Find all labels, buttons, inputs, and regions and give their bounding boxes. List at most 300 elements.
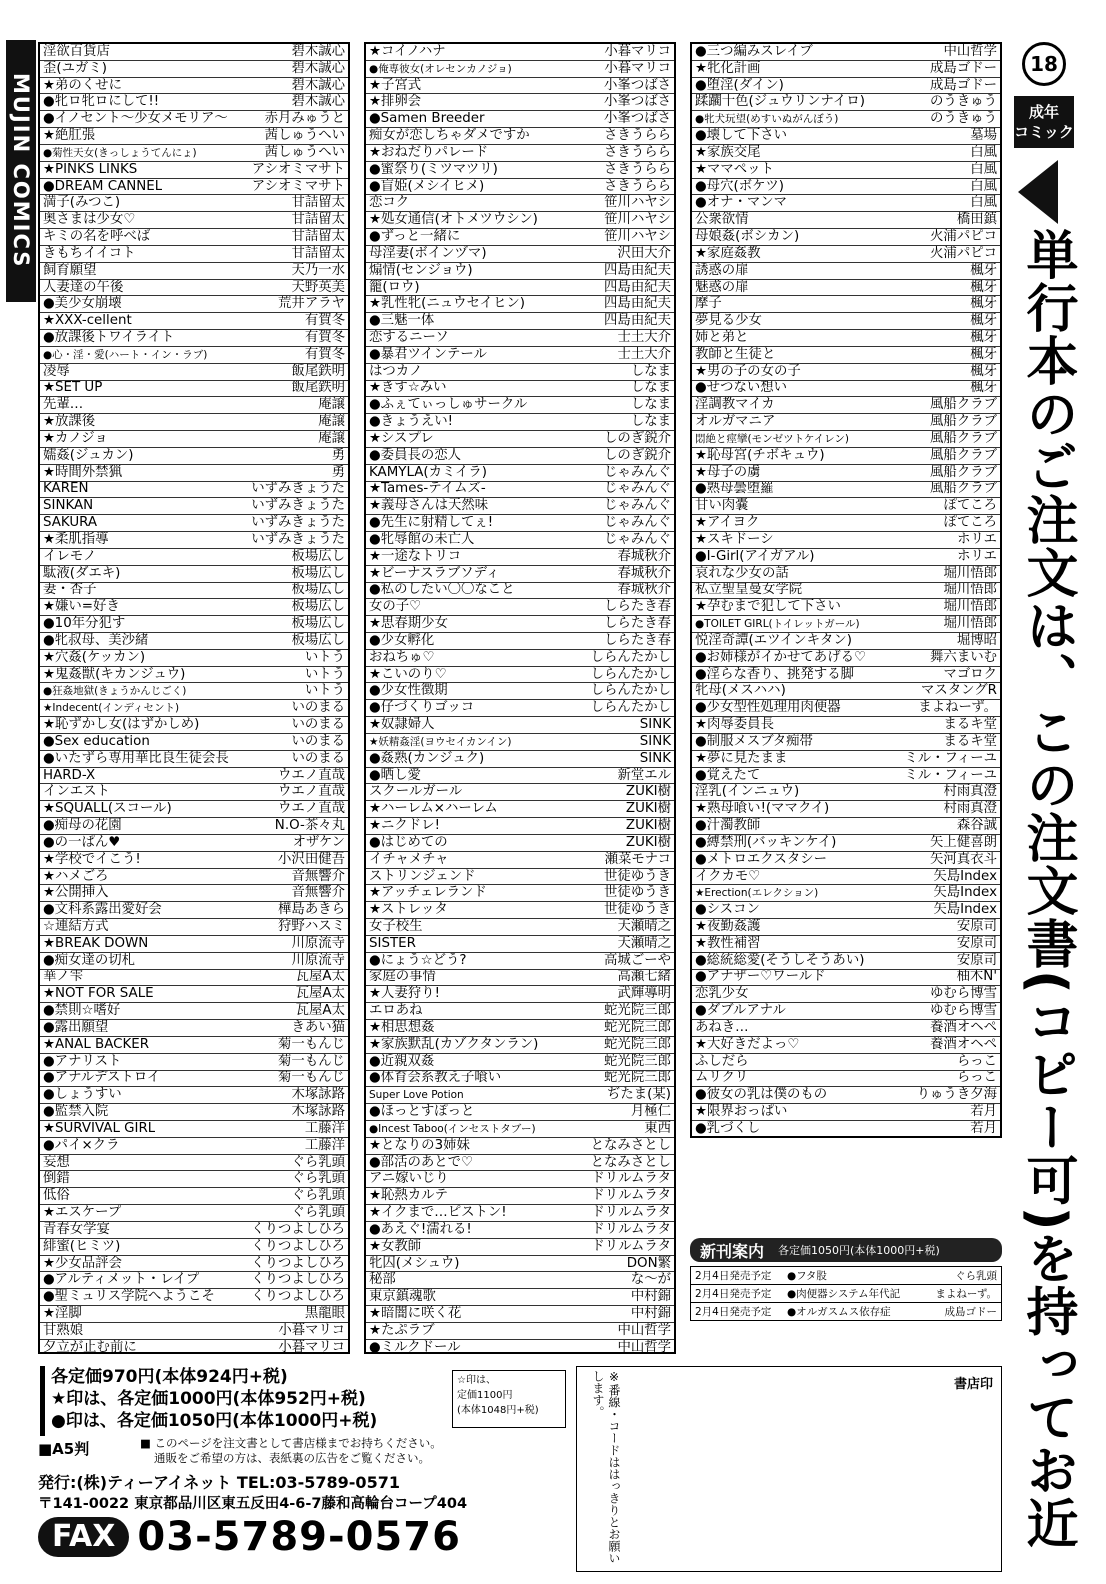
book-row (40, 1340, 348, 1357)
publisher-address: 〒141-0022 東京都品川区東五反田4-6-7藤和高輪台コープ404 (38, 1496, 468, 1512)
book-row (692, 683, 1000, 700)
book-row (692, 448, 1000, 465)
book-title: 飼育願望 (43, 262, 97, 278)
book-row (40, 397, 348, 414)
book-row (40, 330, 348, 347)
book-title: ●Incest Taboo(インセストタブー) (369, 1122, 536, 1135)
book-title: イレモノ (43, 548, 97, 564)
book-title: 先輩… (43, 397, 84, 413)
book-title: ●ほっとすぽっと (369, 1104, 475, 1120)
book-author: 庵譲 (318, 414, 345, 430)
book-row (692, 296, 1000, 313)
book-author: 武輝導明 (617, 986, 671, 1002)
book-author: ホリエ (957, 548, 997, 564)
book-author: 村雨真澄 (943, 784, 997, 800)
book-author: 小峯つばさ (604, 94, 671, 110)
book-row (692, 801, 1000, 818)
book-author: 楓牙 (970, 363, 997, 379)
book-title: 凌辱 (43, 363, 70, 379)
book-title: ●の一ぱん♥ (43, 834, 121, 850)
book-author: 笹川ハヤシ (604, 195, 671, 211)
book-title: 摩子 (695, 296, 722, 312)
book-title: ●パイ×クラ (43, 1137, 120, 1153)
book-row (40, 751, 348, 768)
book-author: 楓牙 (970, 380, 997, 396)
book-title: KAREN (43, 481, 89, 497)
book-row (366, 549, 674, 566)
book-row (366, 212, 674, 229)
book-author: 墓場 (970, 128, 997, 144)
book-author: 風船クラブ (930, 431, 997, 446)
book-title: ★子宮式 (369, 77, 422, 93)
book-row (40, 111, 348, 128)
book-author: 風船クラブ (930, 481, 997, 497)
book-row (366, 1323, 674, 1340)
book-row (366, 650, 674, 667)
book-title: ★学校でイこう! (43, 851, 141, 867)
book-author: 碧木誠心 (291, 77, 345, 93)
book-row (692, 94, 1000, 111)
book-author: しのぎ鋭介 (604, 431, 671, 446)
release-date: 2月4日発売予定 (695, 1270, 772, 1282)
book-row (40, 1256, 348, 1273)
book-author: 風船クラブ (930, 464, 997, 480)
book-author: 世徒ゆうき (604, 902, 671, 918)
book-row (692, 1104, 1000, 1121)
book-row (692, 986, 1000, 1003)
book-title: ★人妻狩り! (369, 986, 440, 1002)
vertical-order-message: 単行本のご注文は、この注文書(コピー可)を持ってお近 (1017, 228, 1077, 1550)
book-title: エロあね (369, 1003, 423, 1019)
book-title: ★少女品評会 (43, 1255, 122, 1271)
book-row (40, 650, 348, 667)
book-title: ●お姉様がイかせてあげる♡ (695, 649, 866, 665)
book-row (366, 1121, 674, 1138)
book-title: ●メトロエクスタシー (695, 851, 828, 867)
book-row (366, 936, 674, 953)
book-author: ミル・フィーユ (904, 767, 997, 783)
book-author: 士土大介 (617, 346, 671, 362)
book-title: 女の子♡ (369, 599, 422, 615)
book-row (366, 818, 674, 835)
book-title: ●せつない想い (695, 380, 788, 396)
book-row (40, 498, 348, 515)
book-title: ★熟母喰い!(ママクイ) (695, 801, 830, 817)
book-row (692, 162, 1000, 179)
book-row (40, 195, 348, 212)
book-row (40, 986, 348, 1003)
book-row (366, 1171, 674, 1188)
book-row (40, 1155, 348, 1172)
book-title: SAKURA (43, 515, 98, 531)
book-row (40, 616, 348, 633)
book-row (40, 296, 348, 313)
book-author: ぢたま(某) (606, 1087, 671, 1103)
book-row (692, 280, 1000, 297)
book-title: 華ノ雫 (43, 969, 84, 985)
book-row (40, 1037, 348, 1054)
book-author: くりつよしひろ (251, 1221, 345, 1237)
book-author: 養酒オヘペ (930, 1036, 997, 1052)
book-title: ●少女性徴期 (369, 683, 448, 699)
book-author: 碧木誠心 (291, 94, 345, 110)
book-row (366, 1104, 674, 1121)
book-row (692, 431, 1000, 448)
book-row (366, 953, 674, 970)
book-title: ●体育会系教え子喰い (369, 1070, 502, 1086)
book-row (40, 1003, 348, 1020)
book-row (366, 229, 674, 246)
book-row (40, 599, 348, 616)
book-title: ★嫌い=好き (43, 599, 120, 615)
book-title: 駄液(ダエキ) (43, 565, 121, 581)
book-author: 勇 (331, 447, 345, 463)
book-row (692, 397, 1000, 414)
book-title: 悦淫奇譚(エツインキタン) (695, 632, 852, 648)
book-row (692, 633, 1000, 650)
book-author: 工藤洋 (304, 1121, 345, 1136)
book-row (366, 599, 674, 616)
book-author: しらたき春 (604, 616, 671, 632)
book-author: オザケン (292, 834, 345, 850)
book-title: ●はじめての (369, 834, 448, 850)
book-title: 母娘姦(ボシカン) (695, 229, 800, 245)
book-author: ミル・フィーユ (904, 750, 997, 766)
book-author: じゃみんぐ (604, 481, 671, 497)
book-title: ★処女通信(オトメツウシン) (369, 212, 538, 228)
book-author: ドリルムラタ (591, 1171, 671, 1187)
book-author: いトう (304, 666, 345, 682)
book-author: 瓦屋A太 (295, 969, 345, 985)
book-author: 白風 (970, 144, 997, 160)
book-row (692, 414, 1000, 431)
book-row (40, 381, 348, 398)
book-title: ★BREAK DOWN (43, 935, 149, 951)
book-title: 低俗 (43, 1188, 70, 1204)
book-title: ●制服メスブタ痴帯 (695, 733, 813, 749)
book-title: 甘い肉嚢 (695, 498, 749, 514)
book-row (366, 717, 674, 734)
book-row (40, 549, 348, 566)
book-author: 勇 (331, 464, 345, 480)
adult-comic-badge: 成年 コミック (1014, 96, 1074, 148)
book-row (366, 61, 674, 78)
book-title: ★たぷラブ (369, 1322, 435, 1338)
book-row (692, 818, 1000, 835)
book-title: ★孕むまで犯して下さい (695, 599, 841, 615)
book-author: 楓牙 (970, 296, 997, 312)
book-row (40, 1138, 348, 1155)
book-row (366, 296, 674, 313)
book-author: いのまる (291, 733, 345, 749)
book-author: 小峯つばさ (604, 77, 671, 93)
book-row (366, 1256, 674, 1273)
book-row (40, 1239, 348, 1256)
book-row (40, 61, 348, 78)
book-row (692, 700, 1000, 717)
book-row (366, 313, 674, 330)
book-author: さきうらら (604, 161, 671, 177)
book-title: ★義母さんは天然味 (369, 498, 489, 514)
book-author: 川原流寺 (291, 935, 345, 951)
book-author: 甘詰留太 (291, 245, 345, 261)
book-title: ★妖精姦淫(ヨウセイカンイン) (369, 735, 512, 748)
book-title: ●仔づくりゴッコ (369, 700, 475, 716)
book-row (366, 1239, 674, 1256)
book-title: キミの名を呼べば (43, 229, 151, 245)
book-author: 天瀬晴之 (617, 935, 671, 951)
book-author: じゃみんぐ (604, 515, 671, 531)
book-row (366, 633, 674, 650)
book-row (692, 532, 1000, 549)
book-title: ●Sex education (43, 733, 150, 749)
book-author: しらたき春 (604, 632, 671, 648)
book-row (40, 1121, 348, 1138)
book-row (692, 364, 1000, 381)
book-list-column-2 (364, 42, 676, 1354)
book-row (40, 448, 348, 465)
new-releases-table (690, 1266, 1002, 1321)
book-title: 姉と弟と (695, 330, 749, 345)
book-author: 飯尾鉄明 (291, 363, 345, 379)
book-author: 矢島Index (933, 868, 997, 884)
book-row (40, 212, 348, 229)
book-title: ●文科系露出愛好会 (43, 902, 162, 918)
book-title: 東京鎮魂歌 (369, 1289, 436, 1305)
book-row (40, 1205, 348, 1222)
book-title: ●俺専彼女(オレセンカノジョ) (369, 62, 512, 75)
book-row (40, 717, 348, 734)
brand-logo: MUJIN COMICS (6, 40, 36, 302)
book-title: 牝母(メスハハ) (695, 683, 786, 699)
book-row (366, 801, 674, 818)
order-note-line: 通販をご希望の方は、表紙裏の広告をご覧ください。 (154, 1451, 430, 1465)
book-author: いずみきょうた (251, 498, 345, 514)
book-row (40, 953, 348, 970)
book-title: ★こいのり♡ (369, 666, 447, 682)
book-author: いずみきょうた (251, 481, 345, 497)
book-author: 楓牙 (970, 313, 997, 329)
book-title: 恋コク (369, 195, 410, 211)
book-author: 庵譲 (318, 431, 345, 446)
book-title: きもちイイコト (43, 245, 136, 261)
book-title: ●TOILET GIRL(トイレットガール) (695, 618, 860, 631)
price-line-3: ●印は、各定価1050円(本体1000円+税) (51, 1411, 378, 1431)
book-title: ●シスコン (695, 902, 760, 918)
book-author: ぐら乳頭 (291, 1205, 345, 1221)
book-title: ●三つ編みスレイブ (695, 44, 813, 59)
book-author: 楓牙 (970, 279, 997, 295)
book-row (692, 566, 1000, 583)
book-author: 矢上健喜朗 (930, 834, 997, 850)
book-author: ZUKI樹 (625, 801, 671, 817)
book-author: まるキ堂 (943, 733, 997, 749)
book-title: ●放課後トワイライト (43, 330, 175, 345)
book-title: ●母穴(ボケツ) (695, 178, 784, 194)
book-title: ★排卵会 (369, 94, 422, 110)
book-row (692, 734, 1000, 751)
book-author: のうきゅう (930, 94, 997, 110)
book-row (40, 768, 348, 785)
book-title: ★カノジョ (43, 431, 108, 446)
book-author: ウエノ直哉 (278, 784, 345, 800)
book-title: ★鬼姦獣(キカンジュウ) (43, 666, 186, 682)
book-title: ★女教師 (369, 1238, 422, 1254)
book-row (366, 1020, 674, 1037)
book-row (692, 498, 1000, 515)
book-title: 籠(ロウ) (369, 279, 420, 295)
book-author: 瓦屋A太 (295, 986, 345, 1002)
book-author: 高瀬七緒 (617, 969, 671, 985)
book-row (40, 566, 348, 583)
book-author: 堀川悟郎 (943, 599, 997, 615)
book-title: 淫乳(インニュウ) (695, 784, 800, 800)
new-release-row (691, 1285, 1001, 1303)
book-author: 世徒ゆうき (604, 885, 671, 901)
book-title: ★相思想姦 (369, 1020, 435, 1035)
book-author: 中山哲学 (617, 1340, 671, 1356)
book-title: 痴女が恋しちゃダメですか (369, 128, 530, 144)
book-title: 満子(みつこ) (43, 195, 121, 211)
book-row (40, 734, 348, 751)
book-title: あねき… (695, 1020, 749, 1035)
book-row (40, 1188, 348, 1205)
book-author: ゆむら博雪 (930, 1003, 997, 1019)
book-author: ドリルムラタ (591, 1188, 671, 1204)
book-row (366, 986, 674, 1003)
book-row (366, 347, 674, 364)
book-title: ★夢に見たまま (695, 750, 788, 766)
book-title: ●牝ロ牝ロにして!! (43, 94, 160, 110)
book-row (692, 482, 1000, 499)
book-row (692, 330, 1000, 347)
book-row (366, 1306, 674, 1323)
book-author: 蛇光院三郎 (604, 1020, 671, 1035)
book-row (366, 616, 674, 633)
book-author: 板場広し (291, 632, 345, 648)
book-author: アシオミマサト (251, 161, 345, 177)
book-author: きあい猫 (291, 1020, 345, 1035)
book-author: 矢河真衣斗 (930, 851, 997, 867)
book-author: 白風 (970, 161, 997, 177)
price-line-1: 各定価970円(本体924円+税) (51, 1367, 288, 1387)
book-title: ★夜勤姦護 (695, 919, 761, 934)
book-author: 瀬菜モナコ (604, 851, 671, 867)
book-title: ●牝叔母、美沙緒 (43, 632, 149, 648)
book-author: いのまる (291, 717, 345, 733)
book-author: 赤月みゅうと (264, 111, 345, 127)
book-title: 淫欲百貨店 (43, 44, 110, 59)
book-row (692, 111, 1000, 128)
book-row (366, 364, 674, 381)
book-author: マスタングR (921, 683, 997, 699)
book-row (692, 229, 1000, 246)
book-author: まよねーず。 (918, 700, 997, 716)
book-title: ●部活のあとで♡ (369, 1154, 474, 1170)
book-author: しらんたかし (590, 666, 671, 682)
book-title: 家庭の事情 (369, 969, 436, 985)
book-author: 中村錦 (630, 1306, 671, 1322)
book-title: 哀れな少女の話 (695, 565, 789, 581)
book-title: ★ハーレム×ハーレム (369, 801, 498, 817)
book-author: 東西 (644, 1121, 671, 1136)
book-author: 成島ゴドー (930, 77, 997, 93)
book-author: 若月 (970, 1104, 997, 1120)
book-row (366, 1272, 674, 1289)
book-author: 火浦パピコ (930, 229, 997, 245)
book-author: 甘詰留太 (291, 212, 345, 228)
book-author: 矢島Index (933, 902, 997, 918)
book-author: N.O-茶々丸 (274, 818, 345, 834)
book-row (366, 1003, 674, 1020)
book-title: ★シスプレ (369, 431, 434, 446)
book-author: な〜が (630, 1272, 671, 1288)
book-title: ★NOT FOR SALE (43, 986, 154, 1002)
book-author: ぐら乳頭 (291, 1171, 345, 1187)
book-title: ●熟母曇堕羅 (695, 481, 774, 497)
book-title: ●牝犬玩望(めすいぬがんぼう) (695, 113, 839, 126)
new-release-row (691, 1267, 1001, 1285)
book-author: 荒井アラヤ (278, 296, 345, 312)
book-row (692, 381, 1000, 398)
book-author: 四島由紀夫 (604, 262, 671, 278)
book-title: ●乳づくし (695, 1121, 761, 1137)
book-row (692, 44, 1000, 61)
book-row (366, 482, 674, 499)
book-author: 有賀冬 (304, 330, 345, 345)
book-row (692, 145, 1000, 162)
book-author: じゃみんぐ (604, 532, 671, 547)
book-author: 板場広し (291, 565, 345, 581)
book-row (40, 1306, 348, 1323)
book-row (366, 498, 674, 515)
book-title: 夕立が止む前に (43, 1340, 137, 1356)
book-title: 誘惑の扉 (695, 262, 749, 278)
book-title: KAMYLA(カミイラ) (369, 464, 487, 480)
book-author: ドリルムラタ (591, 1238, 671, 1254)
book-row (692, 549, 1000, 566)
book-author: しのぎ鋭介 (604, 447, 671, 463)
book-title: ★ビーナスラブソディ (369, 565, 500, 581)
book-title: HARD-X (43, 767, 96, 783)
book-row (40, 852, 348, 869)
book-row (692, 128, 1000, 145)
book-author: ウエノ直哉 (278, 801, 345, 817)
book-title: 母淫妻(ボインヅマ) (369, 245, 487, 261)
book-title: ★アッチェレランド (369, 885, 487, 901)
code-note: ※番線・コードははっきりとお願いします。 (591, 1370, 621, 1564)
publisher-info: 発行:(株)ティーアイネット TEL:03-5789-0571 (38, 1473, 400, 1492)
book-title: ★時間外禁猟 (43, 464, 122, 480)
book-row (366, 835, 674, 852)
book-author: 堀博昭 (956, 632, 997, 648)
book-title: ●露出願望 (43, 1020, 109, 1035)
book-row (692, 1071, 1000, 1088)
book-title: ●彼女の乳は僕のもの (695, 1087, 828, 1103)
book-row (40, 465, 348, 482)
book-row (692, 869, 1000, 886)
book-row (40, 1289, 348, 1306)
book-title: ★ANAL BACKER (43, 1036, 150, 1052)
book-author: SINK (639, 717, 671, 733)
book-author: 四島由紀夫 (604, 279, 671, 295)
book-row (692, 667, 1000, 684)
book-row (366, 330, 674, 347)
book-title: ★スキドーシ (695, 532, 774, 547)
book-row (366, 768, 674, 785)
book-author: 板場広し (291, 548, 345, 564)
book-title: イチャメチャ (369, 851, 449, 867)
